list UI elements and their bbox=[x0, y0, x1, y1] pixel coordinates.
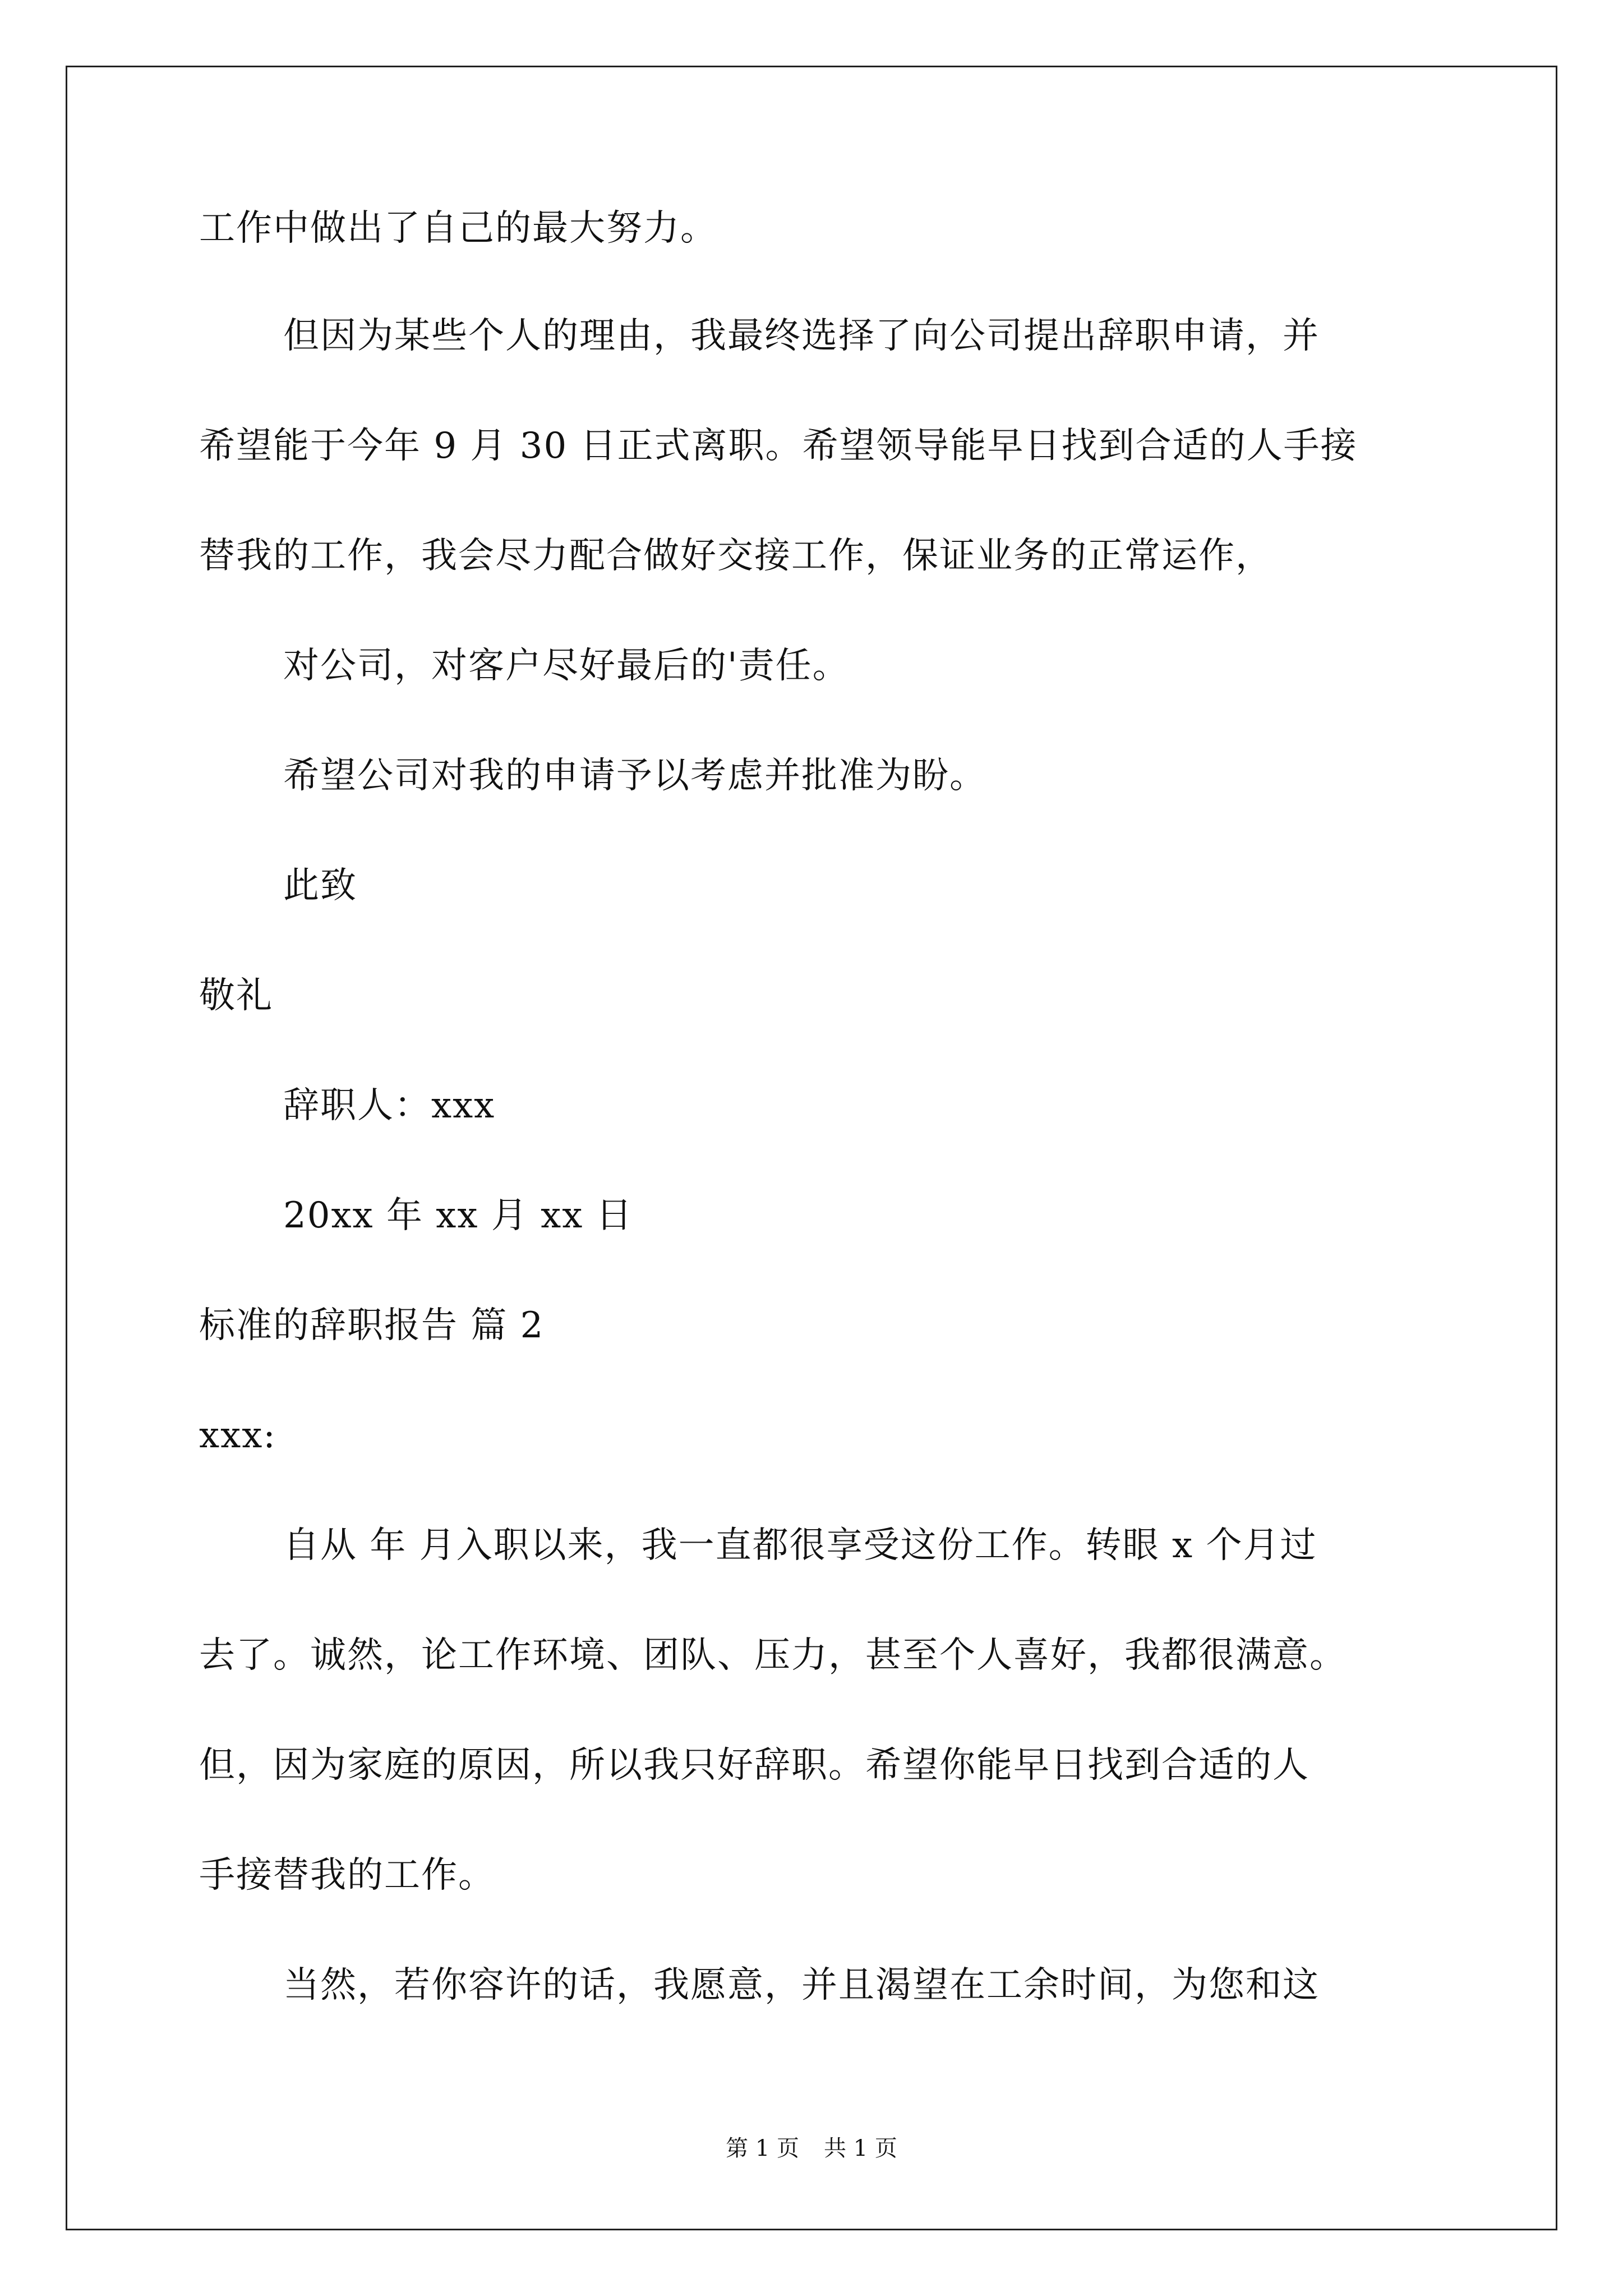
paragraph-line: 手接替我的工作。 bbox=[199, 1855, 495, 1896]
addressee-line: xxx: bbox=[199, 1415, 276, 1456]
paragraph-line: 替我的工作，我会尽力配合做好交接工作，保证业务的正常运作， bbox=[199, 535, 1272, 577]
paragraph-line: 去了。诚然，论工作环境、团队、压力，甚至个人喜好，我都很满意。 bbox=[199, 1635, 1347, 1676]
salutation-line: 敬礼 bbox=[199, 975, 273, 1016]
paragraph-line: 希望公司对我的申请予以考虑并批准为盼。 bbox=[283, 755, 986, 797]
date-line: 20xx 年 xx 月 xx 日 bbox=[283, 1195, 633, 1236]
page-total: 共 1 页 bbox=[824, 2136, 897, 2161]
section-heading: 标准的辞职报告 篇 2 bbox=[199, 1305, 545, 1346]
page-footer bbox=[0, 2137, 1623, 2160]
paragraph-line: 工作中做出了自己的最大努力。 bbox=[199, 208, 717, 249]
signature-line: 辞职人：xxx bbox=[283, 1085, 496, 1126]
page-border bbox=[66, 66, 1557, 2230]
paragraph-line: 但因为某些个人的理由，我最终选择了向公司提出辞职申请，并 bbox=[283, 315, 1320, 357]
paragraph-line: 希望能于今年 9 月 30 日正式离职。希望领导能早日找到合适的人手接 bbox=[199, 425, 1358, 467]
page-number: 第 1 页 bbox=[726, 2136, 799, 2161]
paragraph-line: 自从 年 月入职以来，我一直都很享受这份工作。转眼 x 个月过 bbox=[283, 1525, 1317, 1566]
paragraph-line: 但，因为家庭的原因，所以我只好辞职。希望你能早日找到合适的人 bbox=[199, 1745, 1310, 1786]
paragraph-line: 当然，若你容许的话，我愿意，并且渴望在工余时间，为您和这 bbox=[283, 1964, 1320, 2006]
paragraph-line: 对公司，对客户尽好最后的'责任。 bbox=[283, 645, 850, 687]
salutation-line: 此致 bbox=[283, 865, 357, 907]
